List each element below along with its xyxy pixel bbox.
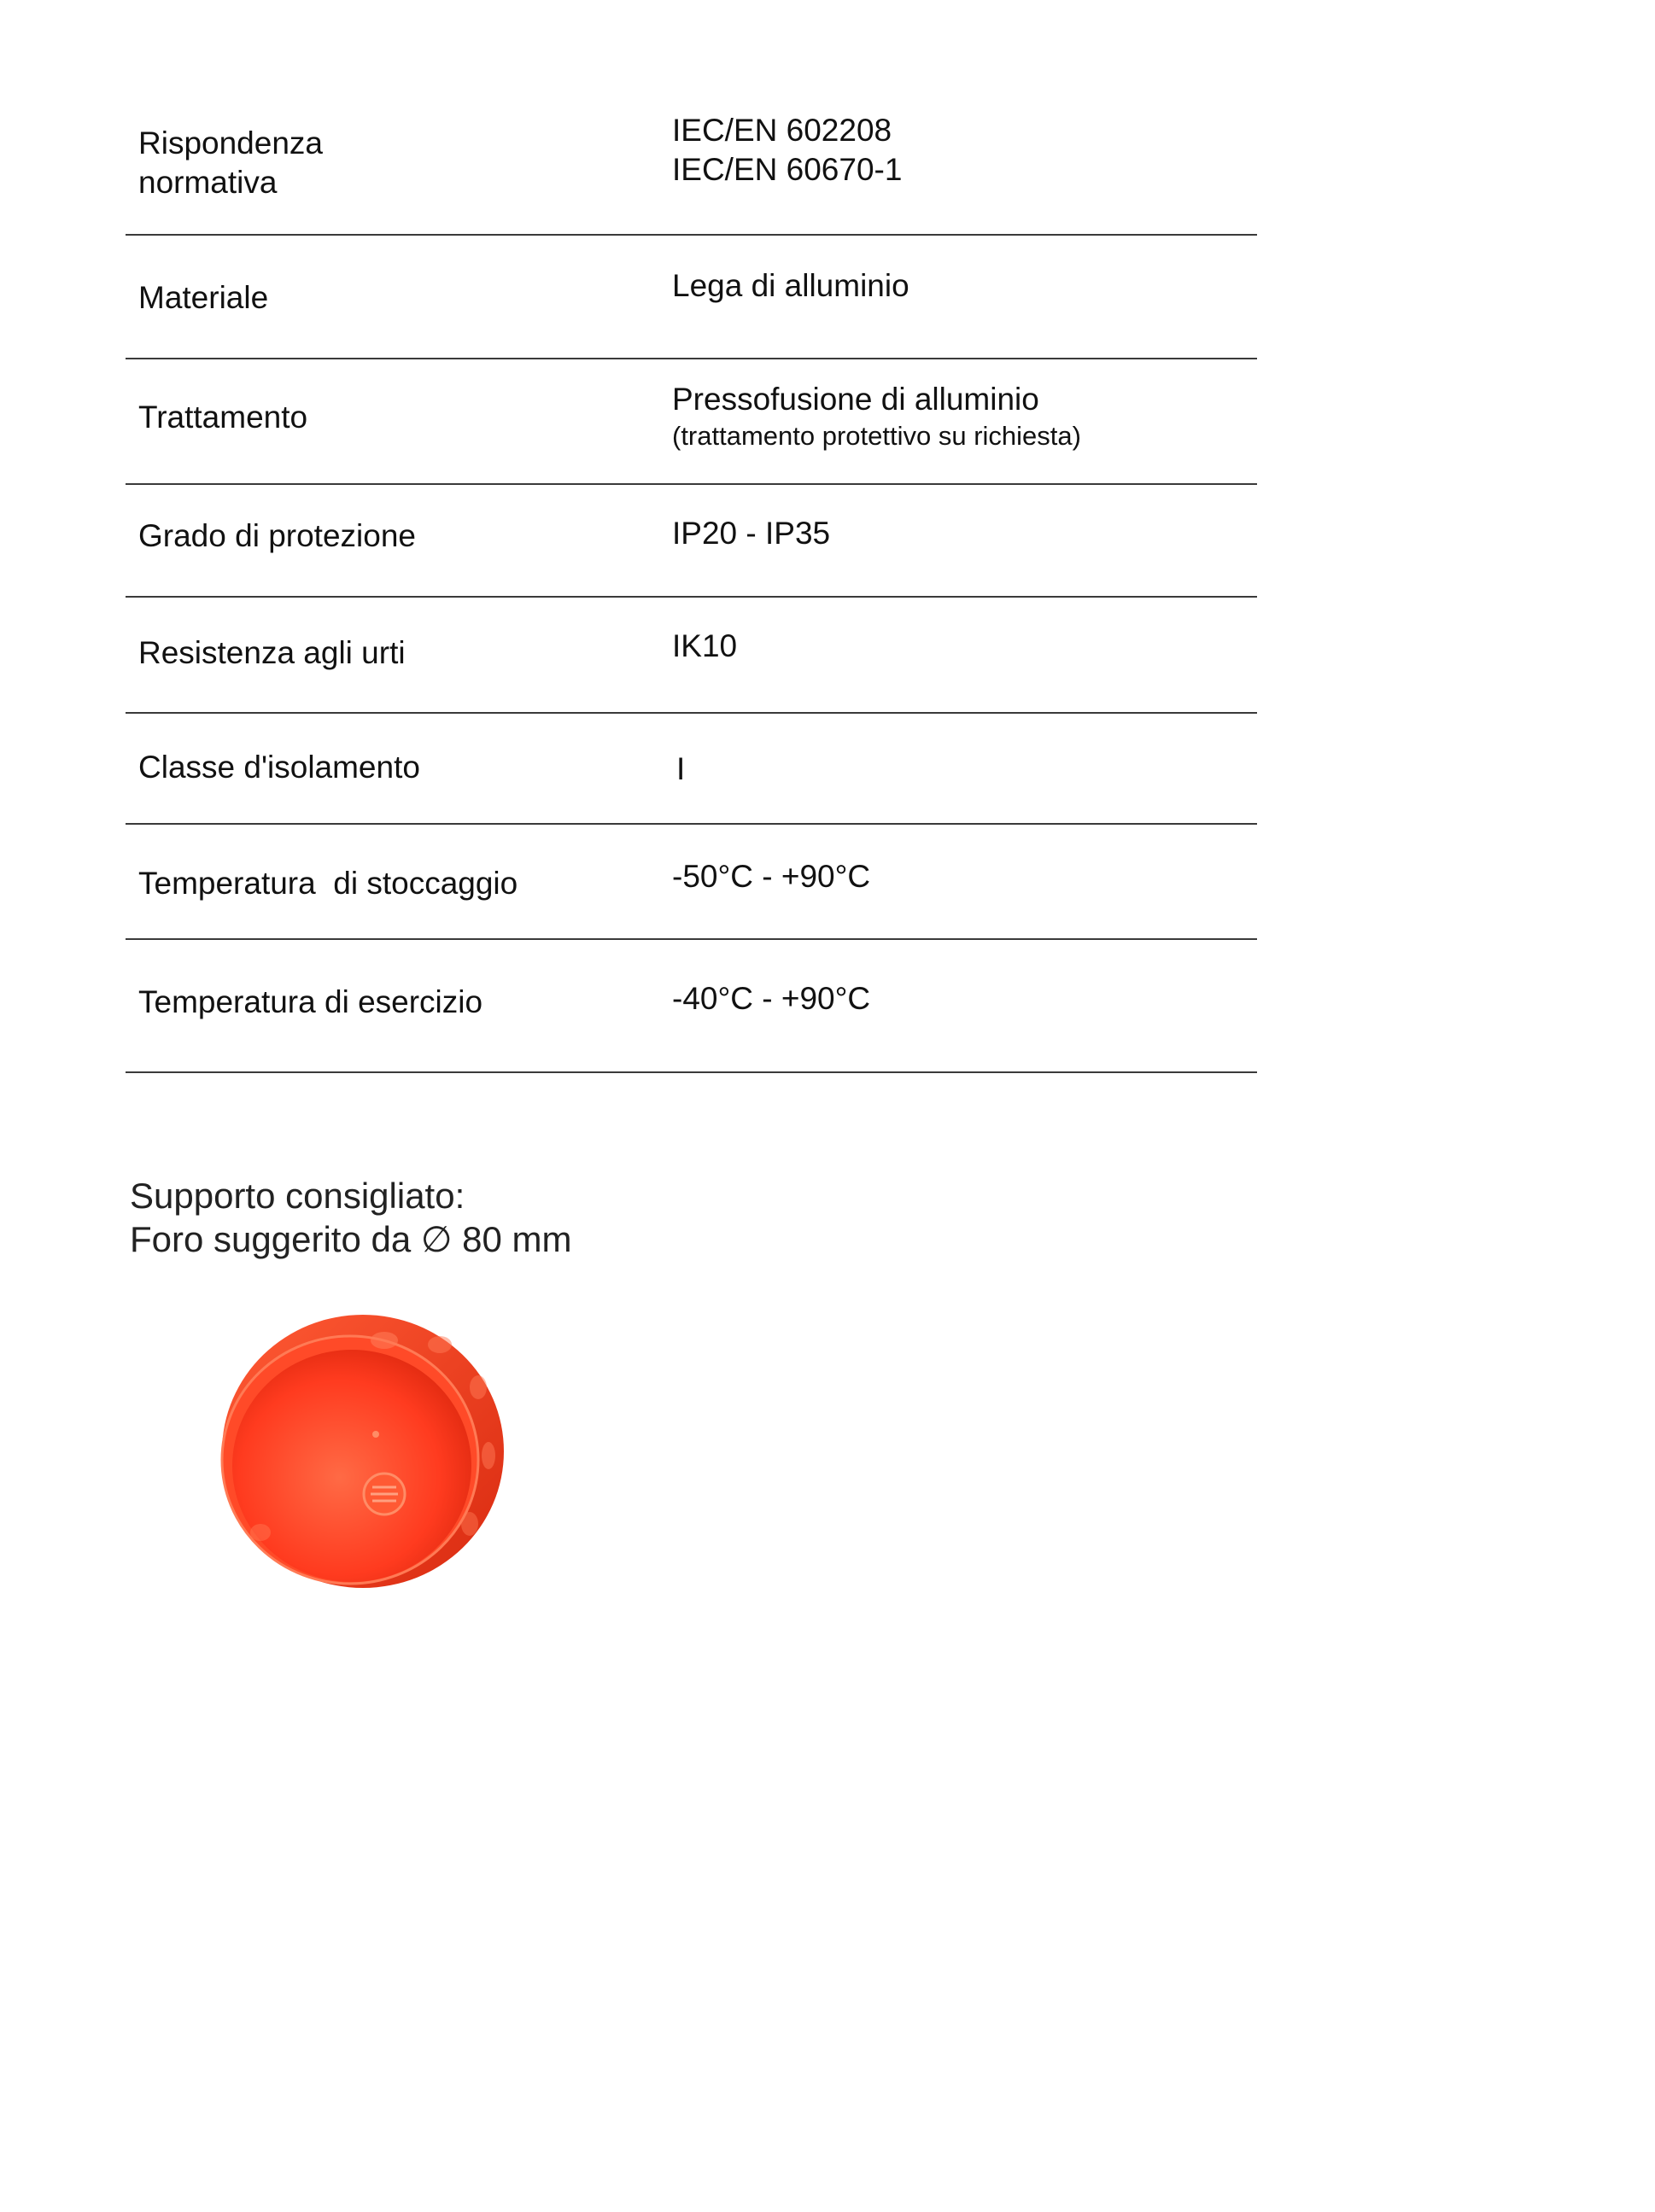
support-line-2: Foro suggerito da ∅ 80 mm: [130, 1219, 572, 1259]
spec-value: [672, 111, 902, 190]
spec-label: [138, 124, 323, 202]
spec-label: Classe d'isolamento: [138, 750, 420, 785]
support-line-1: Supporto consigliato:: [130, 1176, 465, 1216]
spec-value-line: IEC/EN 60670-1: [672, 152, 903, 187]
spec-label-line: normativa: [138, 165, 278, 200]
spec-row-rispondenza: [126, 102, 1257, 236]
spec-row-classe-isolamento: [126, 714, 1257, 825]
spec-label: Temperatura di esercizio: [138, 984, 483, 1019]
spec-value: Lega di alluminio: [672, 268, 909, 303]
spec-note: (trattamento protettivo su richiesta): [672, 421, 1081, 451]
spec-value: -50°C - +90°C: [672, 859, 871, 894]
spec-value: IK10: [672, 628, 738, 663]
spec-label: Trattamento: [138, 400, 308, 435]
spec-row-materiale: [126, 236, 1257, 359]
spec-label: Resistenza agli urti: [138, 635, 406, 670]
support-note: [130, 1174, 571, 1261]
spec-label: Materiale: [138, 280, 269, 315]
spec-row-temperatura-esercizio: [126, 940, 1257, 1073]
spec-value-line: IEC/EN 602208: [672, 113, 892, 148]
spec-label: Temperatura di stoccaggio: [138, 866, 518, 901]
spec-label: Grado di protezione: [138, 518, 416, 553]
spec-row-grado-protezione: [126, 485, 1257, 598]
spec-value: IP20 - IP35: [672, 516, 831, 551]
spec-row-resistenza-urti: [126, 598, 1257, 714]
spec-row-trattamento: [126, 359, 1257, 485]
spec-label-line: Rispondenza: [138, 125, 323, 161]
spec-value-line: Pressofusione di alluminio: [672, 382, 1039, 417]
spec-row-temperatura-stoccaggio: [126, 825, 1257, 940]
spec-value: [672, 380, 1081, 453]
spec-table: [126, 102, 1257, 1073]
spec-value: -40°C - +90°C: [672, 981, 871, 1016]
spec-value: I: [676, 751, 686, 786]
junction-box-image: [213, 1310, 504, 1601]
